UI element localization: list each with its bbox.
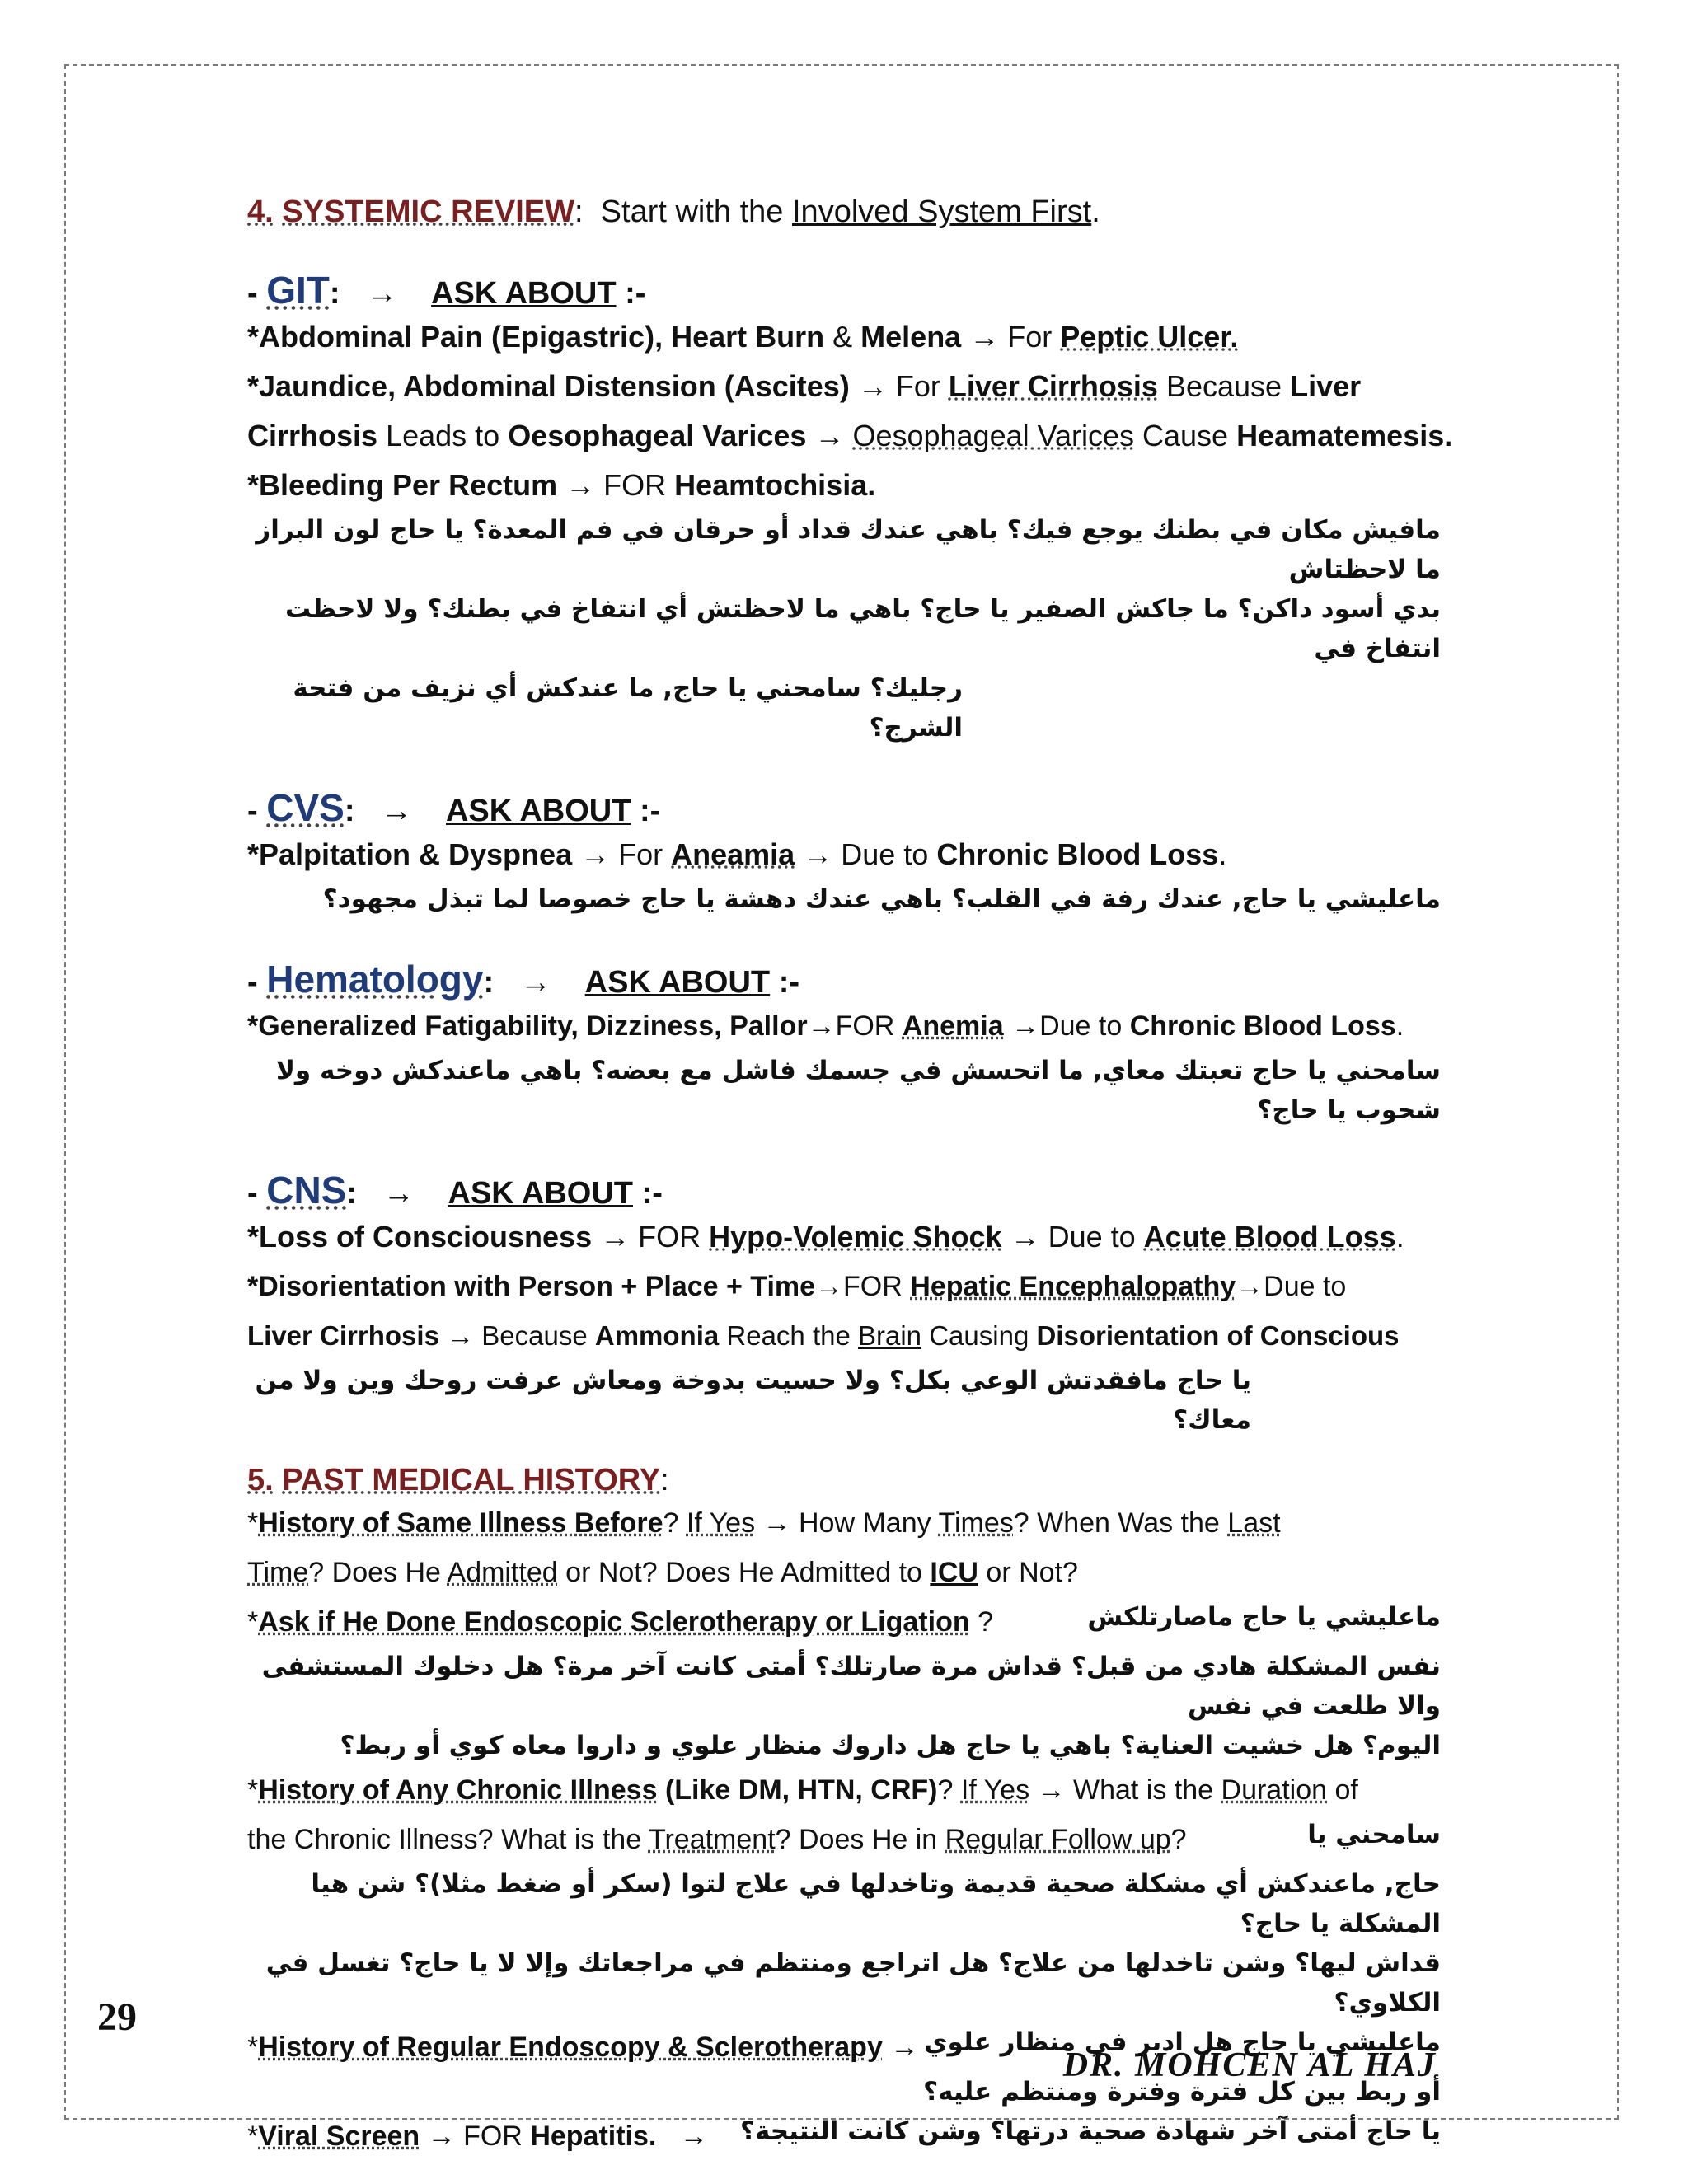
diagnosis: Hypo-Volemic Shock — [709, 1220, 1002, 1254]
text: or Not? Does He Admitted to — [565, 1557, 922, 1588]
git-line-1 — [247, 312, 1441, 362]
author-name: DR. MOHCEN AL HAJ — [1062, 2046, 1437, 2084]
section-5-heading — [247, 1463, 1441, 1498]
arrow-icon: → — [381, 794, 413, 828]
system-name-hematology: Hematology — [266, 958, 484, 1001]
symptom: *Disorientation with Person + Place + Time — [247, 1271, 816, 1302]
symptom: *Abdominal Pain (Epigastric), Heart Burn — [247, 320, 825, 354]
term: Disorientation of Conscious — [1036, 1320, 1400, 1351]
section-intro: Start with the — [600, 194, 784, 229]
question-topic: Viral Screen — [258, 2121, 420, 2152]
diagnosis: Heamtochisia. — [674, 468, 876, 502]
pmh-line-4 — [247, 1765, 1441, 1815]
relation: → Due to — [803, 837, 929, 871]
term: Oesophageal Varices — [508, 419, 807, 452]
ask-tail: :- — [625, 276, 646, 311]
term: ICU — [930, 1557, 978, 1588]
punct: ? — [937, 1774, 954, 1806]
symptom: *Loss of Consciousness — [247, 1220, 593, 1254]
term: Heamatemesis. — [1236, 419, 1453, 452]
hematology-line-1 — [247, 1001, 1441, 1051]
term: Liver — [1290, 369, 1362, 403]
pmh-line-1 — [247, 1498, 1441, 1548]
cns-line-2 — [247, 1262, 1441, 1311]
question-topic: History of Same Illness Before — [258, 1507, 663, 1539]
dash: - — [247, 965, 258, 1000]
system-name-git: GIT — [266, 269, 330, 312]
bullet: * — [247, 2121, 259, 2152]
hematology-heading — [247, 957, 1441, 1001]
arrow-icon: → — [382, 1176, 415, 1211]
text: of — [1334, 1774, 1358, 1806]
diagnosis: Hepatic Encephalopathy — [910, 1271, 1236, 1302]
cvs-heading — [247, 785, 1441, 830]
term: Cirrhosis — [247, 419, 378, 452]
arabic-question: سامحني يا — [1307, 1820, 1441, 1849]
pmh-arabic-3: حاج, ماعندكش أي مشكلة صحية قديمة وتاخدلها في علاج لتوا (سكر أو ضغط مثلا)؟ شن هيا المشكلة يا حاج؟ — [311, 1869, 1441, 1938]
term: Times — [938, 1507, 1014, 1539]
question-topic: History of Regular Endoscopy & Sclerotherapy — [258, 2032, 883, 2063]
colon: : — [660, 1463, 669, 1497]
relation: →FOR — [815, 1271, 903, 1302]
colon: : — [346, 1176, 357, 1211]
relation: → Because — [447, 1320, 588, 1351]
cause: Chronic Blood Loss — [1129, 1010, 1396, 1042]
arrow-icon: → — [366, 276, 398, 311]
symptom: Melena — [860, 320, 962, 354]
arrow-icon: → — [890, 2032, 919, 2063]
ask-about-label: ASK ABOUT — [445, 794, 631, 828]
hematology-arabic-1: سامحني يا حاج تعبتك معاي, ما اتحسش في جسمك فاشل مع بعضه؟ باهي ماعندكش دوخه ولا شحوب يا حاج؟ — [275, 1056, 1441, 1125]
arrow-icon: → — [679, 2121, 708, 2152]
arabic-question: ماعليشي يا حاج ماصارتلكش — [1087, 1602, 1441, 1632]
section-number: 5. — [247, 1463, 274, 1497]
ask-about-label: ASK ABOUT — [431, 276, 617, 311]
term: Liver Cirrhosis — [247, 1320, 439, 1351]
arabic-question: ماعليشي يا حاج هل ادير في منظار علوي — [924, 2027, 1441, 2057]
arrow-icon: → — [519, 965, 551, 1000]
examples: (Like DM, HTN, CRF) — [664, 1774, 938, 1806]
git-arabic-1: مافيش مكان في بطنك يوجع فيك؟ باهي عندك قداد أو حرقان في فم المعدة؟ يا حاج لون البراز ما لاحظتاش — [256, 515, 1441, 584]
git-arabic-3: رجليك؟ سامحني يا حاج, ما عندكش أي نزيف من فتحة الشرج؟ — [293, 673, 963, 743]
term: Time — [247, 1557, 309, 1588]
diagnosis: Hepatitis. — [530, 2121, 657, 2152]
page-content — [247, 194, 1453, 2161]
ask-tail: :- — [640, 794, 661, 828]
symptom: *Bleeding Per Rectum — [247, 468, 558, 502]
relation: → For — [969, 320, 1053, 354]
pmh-arabic-5: أو ربط بين كل فترة وفترة ومنتظم عليه؟ — [923, 2077, 1441, 2107]
bullet: * — [247, 1774, 259, 1806]
diagnosis: Peptic Ulcer. — [1060, 320, 1239, 354]
git-line-4 — [247, 461, 1441, 510]
dash: - — [247, 276, 258, 311]
colon: : — [483, 965, 495, 1000]
term: If Yes — [960, 1774, 1030, 1806]
pmh-arabic-1: نفس المشكلة هادي من قبل؟ قداش مرة صارتلك؟ أمتى كانت آخر مرة؟ هل دخلوك المستشفى والا طلعت في نفس — [261, 1652, 1441, 1721]
pmh-line-3 — [247, 1597, 1441, 1647]
relation: Causing — [929, 1320, 1029, 1351]
relation: → FOR — [427, 2121, 523, 2152]
cvs-line-1 — [247, 830, 1441, 879]
relation: →Due to — [1011, 1010, 1123, 1042]
relation: → For — [857, 369, 940, 403]
text: → How Many — [762, 1507, 931, 1539]
git-heading — [247, 268, 1441, 312]
system-name-cvs: CVS — [266, 786, 345, 829]
symptom: *Generalized Fatigability, Dizziness, Pallor — [247, 1010, 808, 1042]
cause: Acute Blood Loss — [1143, 1220, 1396, 1254]
ask-tail: :- — [641, 1176, 663, 1211]
git-line-2 — [247, 362, 1441, 411]
diagnosis: Anemia — [902, 1010, 1004, 1042]
system-name-cns: CNS — [266, 1169, 347, 1212]
text: ? Does He — [308, 1557, 441, 1588]
arrow-icon: → — [814, 419, 845, 452]
ask-tail: :- — [778, 965, 800, 1000]
section-emph: Involved System First — [792, 194, 1092, 229]
pmh-arabic-2: اليوم؟ هل خشيت العناية؟ باهي يا حاج هل داروك منظار علوي و داروا معاه كوي أو ربط؟ — [340, 1731, 1441, 1760]
symptom: *Palpitation & Dyspnea — [247, 837, 573, 871]
arabic-question: يا حاج أمتى آخر شهادة صحية درتها؟ وشن كانت النتيجة؟ — [740, 2116, 1441, 2146]
term: Last — [1227, 1507, 1281, 1539]
cns-arabic-1: يا حاج مافقدتش الوعي بكل؟ ولا حسيت بدوخة ومعاش عرفت روحك وين ولا من معاك؟ — [255, 1366, 1251, 1435]
cns-line-3 — [247, 1311, 1441, 1361]
relation: →Due to — [1236, 1271, 1347, 1302]
text: or Not? — [986, 1557, 1078, 1588]
cvs-arabic-1: ماعليشي يا حاج, عندك رفة في القلب؟ باهي عندك دهشة يا حاج خصوصا لما تبذل مجهود؟ — [322, 884, 1441, 914]
diagnosis: Liver Cirrhosis — [948, 369, 1158, 403]
section-4-heading — [247, 194, 1441, 230]
term: Admitted — [447, 1557, 558, 1588]
relation: Cause — [1142, 419, 1229, 452]
text: → What is the — [1037, 1774, 1214, 1806]
git-arabic-2: بدي أسود داكن؟ ما جاكش الصفير يا حاج؟ باهي ما لاحظتش أي انتفاخ في بطنك؟ ولا لاحظت انتفاخ في — [285, 594, 1441, 663]
term: Treatment — [648, 1824, 776, 1855]
period: . — [1218, 837, 1227, 871]
dash: - — [247, 794, 258, 828]
section-number: 4. — [247, 194, 274, 229]
diagnosis: Aneamia — [671, 837, 795, 871]
text: ? When Was the — [1013, 1507, 1220, 1539]
question-topic: Ask if He Done Endoscopic Sclerotherapy or Ligation — [258, 1606, 970, 1638]
relation: → Due to — [1010, 1220, 1136, 1254]
period: . — [1395, 1010, 1404, 1042]
relation: →FOR — [807, 1010, 895, 1042]
term: Oesophageal Varices — [852, 419, 1134, 452]
relation: → FOR — [565, 468, 667, 502]
page-number: 29 — [97, 1995, 137, 2039]
period: . — [1091, 194, 1100, 229]
question-topic: History of Any Chronic Illness — [258, 1774, 658, 1806]
relation: Reach the — [726, 1320, 851, 1351]
term: Brain — [858, 1320, 922, 1351]
pmh-line-7 — [247, 2111, 1441, 2161]
colon: : — [574, 194, 584, 229]
relation: → FOR — [600, 1220, 701, 1254]
dash: - — [247, 1176, 258, 1211]
relation: Leads to — [386, 419, 500, 452]
colon: : — [329, 276, 340, 311]
colon: : — [344, 794, 355, 828]
bullet: * — [247, 1606, 259, 1638]
bullet: * — [247, 2032, 259, 2063]
punct: ? — [978, 1606, 993, 1638]
conj: & — [832, 320, 853, 354]
bullet: * — [247, 1507, 259, 1539]
cns-heading — [247, 1168, 1441, 1212]
term: Duration — [1221, 1774, 1328, 1806]
symptom: *Jaundice, Abdominal Distension (Ascites) — [247, 369, 850, 403]
relation: Because — [1165, 369, 1282, 403]
term: Regular Follow up — [945, 1824, 1171, 1855]
punct: ? — [663, 1507, 679, 1539]
pmh-line-2 — [247, 1548, 1441, 1597]
text: the Chronic Illness? What is the — [247, 1824, 642, 1855]
ask-about-label: ASK ABOUT — [448, 1176, 633, 1211]
cns-line-1 — [247, 1212, 1441, 1262]
cause: Chronic Blood Loss — [936, 837, 1219, 871]
relation: → For — [580, 837, 663, 871]
pmh-line-5 — [247, 1815, 1441, 1864]
git-line-3 — [247, 411, 1453, 461]
ask-about-label: ASK ABOUT — [584, 965, 771, 1000]
section-title: PAST MEDICAL HISTORY — [282, 1463, 661, 1497]
punct: ? — [1170, 1824, 1187, 1855]
term: Ammonia — [594, 1320, 720, 1351]
period: . — [1395, 1220, 1404, 1254]
section-title: SYSTEMIC REVIEW — [282, 194, 574, 229]
term: If Yes — [686, 1507, 756, 1539]
pmh-arabic-4: قداش ليها؟ وشن تاخدلها من علاج؟ هل اتراجع ومنتظم في مراجعاتك وإلا لا يا حاج؟ تغسل في الكلاوي؟ — [265, 1948, 1441, 2018]
text: ? Does He in — [775, 1824, 938, 1855]
